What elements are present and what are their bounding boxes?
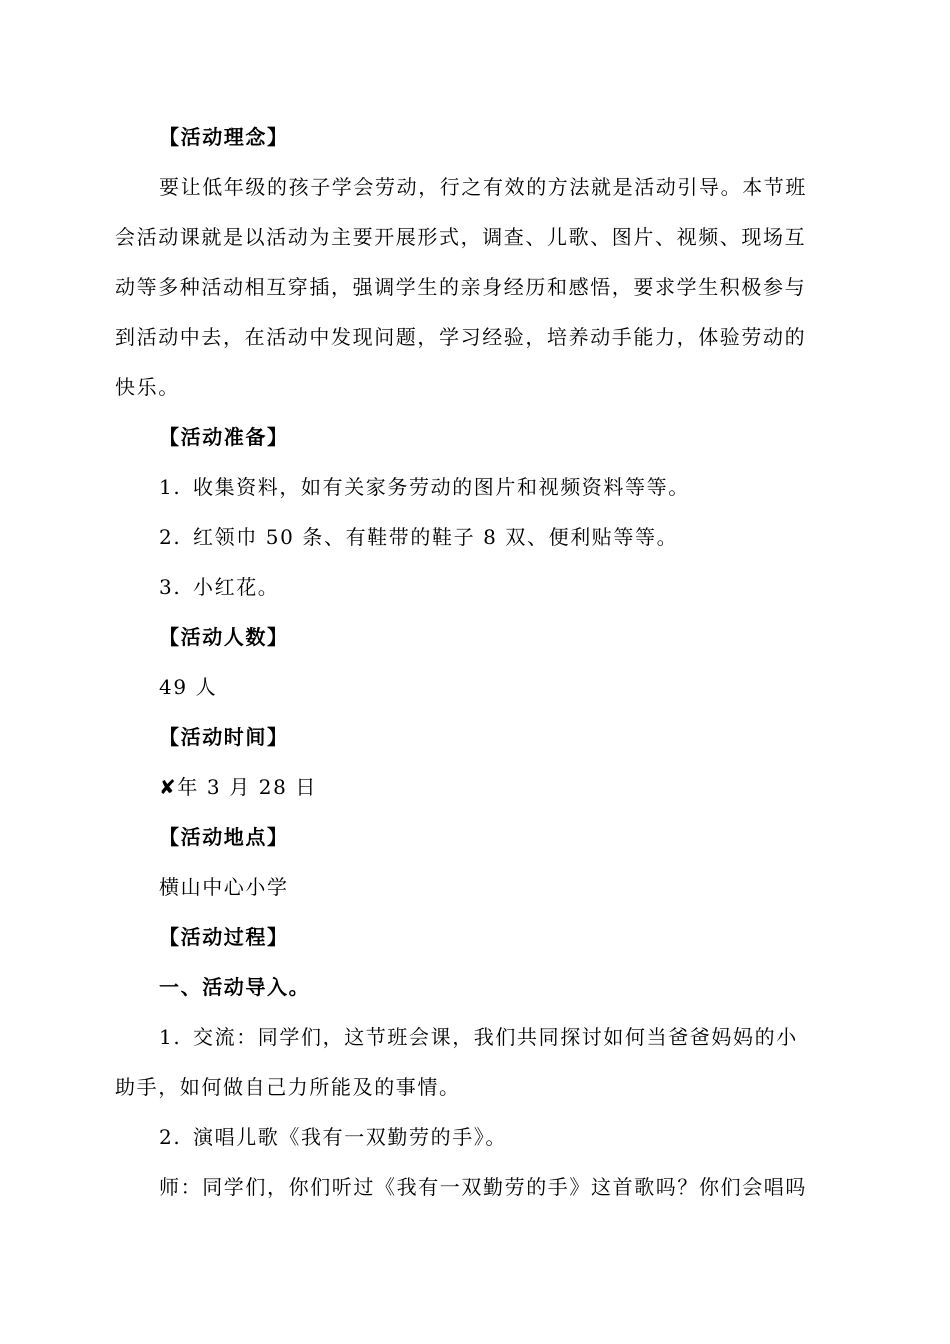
preparation-item [115,512,837,562]
time-value-line [115,762,837,812]
time-heading: 【活动时间】 [159,725,289,749]
location-value: 横山中心小学 [159,875,289,899]
participants-heading: 【活动人数】 [159,625,289,649]
location-heading: 【活动地点】 [159,825,289,849]
concept-line-5: 快乐。 [115,375,180,399]
document-content [115,112,837,1212]
item-text: 演唱儿歌《我有一双勤劳的手》。 [193,1125,507,1149]
item-text: 红领巾 50 条、有鞋带的鞋子 8 双、便利贴等等。 [193,525,679,549]
teacher-line: 师：同学们，你们听过《我有一双勤劳的手》这首歌吗？你们会唱吗 [159,1175,807,1199]
concept-line-3: 动等多种活动相互穿插，强调学生的亲身经历和感悟，要求学生积极参与 [115,275,807,299]
item-number: 2. [159,525,182,549]
item-number: 3. [159,575,182,599]
participants-value: 49 人 [159,675,218,699]
item-number: 1. [159,1025,182,1049]
item-text: 收集资料，如有关家务劳动的图片和视频资料等等。 [193,475,690,499]
time-value: 年 3 月 28 日 [177,775,317,799]
concept-heading: 【活动理念】 [159,125,289,149]
concept-line-1: 要让低年级的孩子学会劳动，行之有效的方法就是活动引导。本节班 [159,175,807,199]
preparation-item [115,562,837,612]
process-item-continuation: 助手，如何做自己力所能及的事情。 [115,1075,461,1099]
process-item [115,1012,837,1062]
process-heading: 【活动过程】 [159,925,289,949]
item-text: 交流：同学们，这节班会课，我们共同探讨如何当爸爸妈妈的小 [193,1025,798,1049]
concept-line-4: 到活动中去，在活动中发现问题，学习经验，培养动手能力，体验劳动的 [115,325,807,349]
item-number: 2. [159,1125,182,1149]
preparation-heading: 【活动准备】 [159,425,289,449]
concept-line-2: 会活动课就是以活动为主要开展形式，调查、儿歌、图片、视频、现场互 [115,225,807,249]
process-part1-title: 一、活动导入。 [159,975,311,999]
preparation-item [115,462,837,512]
cross-mark-icon: ✘ [159,775,178,799]
item-number: 1. [159,475,182,499]
item-text: 小红花。 [193,575,280,599]
process-item [115,1112,837,1162]
